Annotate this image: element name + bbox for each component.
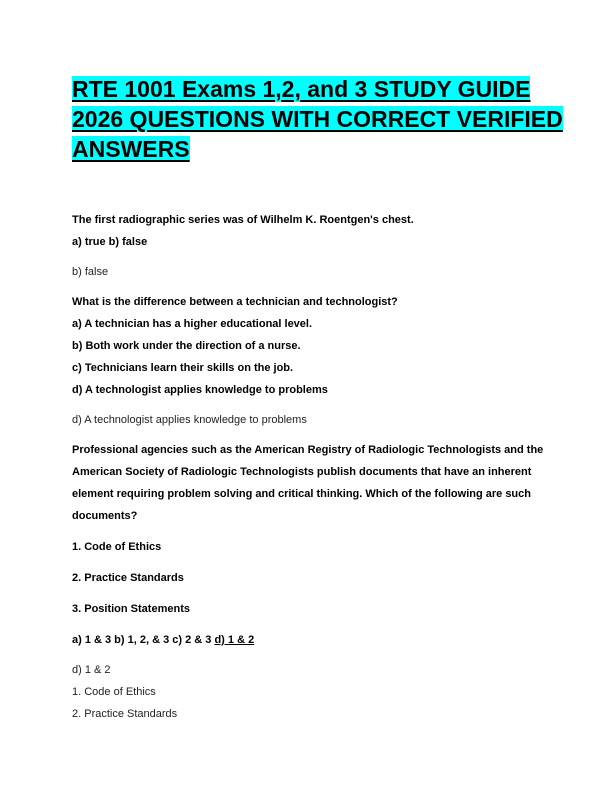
question-3-answer-line-2: 1. Code of Ethics: [72, 686, 156, 698]
question-3-line-4: documents?: [72, 510, 138, 522]
document-body: [72, 209, 542, 725]
document-title: [72, 74, 563, 164]
question-1-text: The first radiographic series was of Wilhelm K. Roentgen's chest.: [72, 214, 414, 226]
title-line-1: RTE 1001 Exams 1,2, and 3 STUDY GUIDE: [72, 76, 531, 102]
question-3-item-2: 2. Practice Standards: [72, 572, 184, 584]
question-2-answer: d) A technologist applies knowledge to problems: [72, 414, 307, 426]
question-3-line-1: Professional agencies such as the American Registry of Radiologic Technologists and the: [72, 444, 544, 456]
title-line-2: 2026 QUESTIONS WITH CORRECT VERIFIED: [72, 106, 563, 132]
title-line-3: ANSWERS: [72, 136, 190, 162]
question-2-option-c: c) Technicians learn their skills on the job.: [72, 362, 294, 374]
question-2-option-a: a) A technician has a higher educational level.: [72, 318, 313, 330]
question-3-line-3: element requiring problem solving and critical thinking. Which of the following are such: [72, 488, 531, 500]
question-3-answer-line-1: d) 1 & 2: [72, 664, 111, 676]
question-3-item-3: 3. Position Statements: [72, 603, 190, 615]
question-3-options: [72, 629, 542, 651]
question-3-line-2: American Society of Radiologic Technologists publish documents that have an inherent: [72, 466, 532, 478]
question-3-answer-line-3: 2. Practice Standards: [72, 708, 178, 720]
question-2-text: What is the difference between a technician and technologist?: [72, 296, 398, 308]
question-3-item-1: 1. Code of Ethics: [72, 541, 162, 553]
question-3-options-underlined: d) 1 & 2: [214, 634, 255, 646]
question-1-options: a) true b) false: [72, 236, 148, 248]
question-3-options-plain: a) 1 & 3 b) 1, 2, & 3 c) 2 & 3: [72, 634, 215, 646]
question-2-option-d: d) A technologist applies knowledge to problems: [72, 384, 328, 396]
question-2-option-b: b) Both work under the direction of a nurse.: [72, 340, 301, 352]
question-1-answer: b) false: [72, 266, 109, 278]
